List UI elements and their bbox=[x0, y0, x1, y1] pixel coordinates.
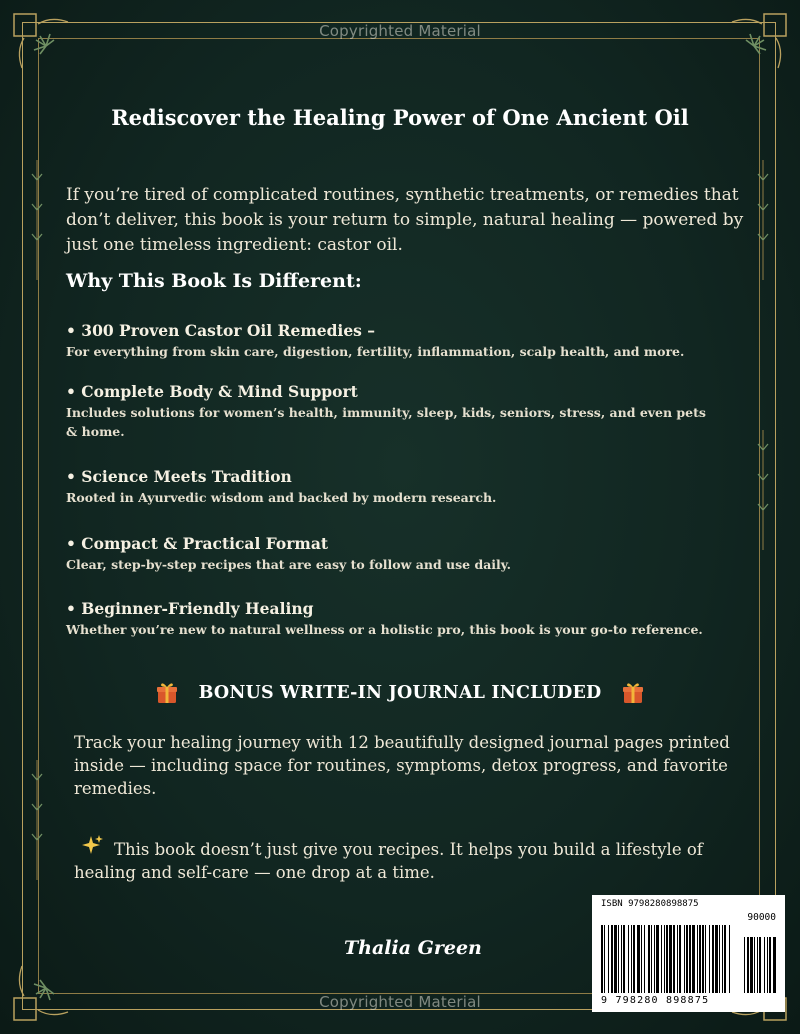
barcode-bars bbox=[601, 925, 777, 993]
why-different-heading: Why This Book Is Different: bbox=[66, 270, 362, 292]
feature-title: • Compact & Practical Format bbox=[66, 534, 329, 553]
journal-paragraph: Track your healing journey with 12 beautifully designed journal pages printed inside — including space for routines, symptoms, detox progress, and favorite remedies. bbox=[74, 733, 730, 798]
barcode-bar bbox=[709, 925, 710, 993]
barcode-bar bbox=[618, 925, 619, 993]
barcode-bar bbox=[664, 925, 665, 993]
price-code: 90000 bbox=[747, 912, 776, 923]
barcode-number: 9 798280 898875 bbox=[601, 995, 710, 1006]
feature-description: Includes solutions for women’s health, immunity, sleep, kids, seniors, stress, and even pets & home. bbox=[66, 405, 706, 439]
barcode-bar bbox=[666, 925, 668, 993]
headline: Rediscover the Healing Power of One Ancient Oil bbox=[111, 105, 689, 130]
feature-title: • Complete Body & Mind Support bbox=[66, 382, 358, 401]
barcode-bar bbox=[750, 937, 753, 993]
barcode-bar bbox=[611, 925, 613, 993]
barcode-bar bbox=[754, 937, 755, 993]
barcode-bar bbox=[631, 925, 632, 993]
corner-ornament-icon bbox=[724, 6, 794, 76]
barcode-bar bbox=[673, 925, 675, 993]
leaf-vine-icon bbox=[756, 160, 770, 280]
bonus-banner bbox=[0, 675, 800, 711]
intro-paragraph: If you’re tired of complicated routines, synthetic treatments, or remedies that don’t deliver, this book is your return to simple, natural healing — powered by just one timeless ingredient: castor oil. bbox=[66, 185, 744, 255]
barcode-bar bbox=[773, 937, 776, 993]
feature-item bbox=[66, 381, 746, 441]
barcode-bar bbox=[656, 925, 659, 993]
closing-text: This book doesn’t just give you recipes. It helps you build a lifestyle of healing and self-care — one drop at a time. bbox=[74, 840, 703, 882]
barcode-bar bbox=[702, 925, 704, 993]
barcode-bar bbox=[661, 925, 662, 993]
barcode-bar bbox=[729, 925, 730, 993]
feature-item bbox=[66, 533, 746, 574]
feature-description: Whether you’re new to natural wellness or a holistic pro, this book is your go-to reference. bbox=[66, 622, 703, 637]
barcode-bar bbox=[641, 925, 642, 993]
barcode-bar bbox=[705, 925, 706, 993]
barcode-bar bbox=[648, 925, 650, 993]
barcode-bar bbox=[722, 925, 723, 993]
feature-title: • Science Meets Tradition bbox=[66, 467, 292, 486]
barcode-bar bbox=[601, 925, 603, 993]
leaf-vine-icon bbox=[756, 430, 770, 550]
gift-icon bbox=[621, 681, 645, 705]
barcode-bar bbox=[623, 925, 625, 993]
barcode-bar bbox=[719, 925, 720, 993]
barcode-bar bbox=[651, 925, 652, 993]
barcode-bar bbox=[628, 925, 629, 993]
feature-item bbox=[66, 320, 746, 361]
author-name: Thalia Green bbox=[344, 937, 482, 959]
barcode-bar bbox=[677, 925, 678, 993]
corner-ornament-icon bbox=[6, 6, 76, 76]
barcode-bar bbox=[686, 925, 688, 993]
feature-item bbox=[66, 466, 746, 507]
barcode-bar bbox=[699, 925, 701, 993]
barcode-bar bbox=[747, 937, 749, 993]
closing-paragraph bbox=[74, 838, 734, 884]
isbn-barcode bbox=[592, 895, 785, 1012]
barcode-bar bbox=[689, 925, 691, 993]
feature-item bbox=[66, 598, 746, 639]
leaf-vine-icon bbox=[30, 160, 44, 280]
barcode-bar bbox=[669, 925, 672, 993]
copyright-watermark: Copyrighted Material bbox=[319, 22, 481, 40]
barcode-bar bbox=[684, 925, 685, 993]
barcode-bar bbox=[604, 925, 605, 993]
feature-title: • Beginner-Friendly Healing bbox=[66, 599, 314, 618]
feature-description: Clear, step-by-step recipes that are easy to follow and use daily. bbox=[66, 557, 511, 572]
isbn-label: ISBN 9798280898875 bbox=[601, 899, 699, 909]
barcode-bar bbox=[608, 925, 609, 993]
feature-description: For everything from skin care, digestion, fertility, inflammation, scalp health, and more. bbox=[66, 344, 685, 359]
barcode-bar bbox=[644, 925, 645, 993]
barcode-bar bbox=[744, 937, 745, 993]
bonus-text: BONUS WRITE-IN JOURNAL INCLUDED bbox=[198, 683, 602, 703]
gift-icon bbox=[155, 681, 179, 705]
barcode-bar bbox=[759, 937, 761, 993]
barcode-bar bbox=[697, 925, 698, 993]
barcode-bar bbox=[614, 925, 617, 993]
barcode-bar bbox=[757, 937, 758, 993]
barcode-bar bbox=[654, 925, 655, 993]
barcode-bar bbox=[633, 925, 635, 993]
barcode-bar bbox=[637, 925, 640, 993]
barcode-bar bbox=[692, 925, 695, 993]
barcode-bar bbox=[712, 925, 714, 993]
barcode-bar bbox=[715, 925, 718, 993]
barcode-bar bbox=[724, 925, 726, 993]
barcode-bar bbox=[767, 937, 768, 993]
barcode-bar bbox=[769, 937, 771, 993]
copyright-watermark: Copyrighted Material bbox=[319, 993, 481, 1011]
leaf-vine-icon bbox=[30, 760, 44, 880]
barcode-bar bbox=[621, 925, 622, 993]
barcode-bar bbox=[764, 937, 765, 993]
feature-description: Rooted in Ayurvedic wisdom and backed by modern research. bbox=[66, 490, 497, 505]
barcode-bar bbox=[679, 925, 681, 993]
feature-title: • 300 Proven Castor Oil Remedies – bbox=[66, 321, 376, 340]
